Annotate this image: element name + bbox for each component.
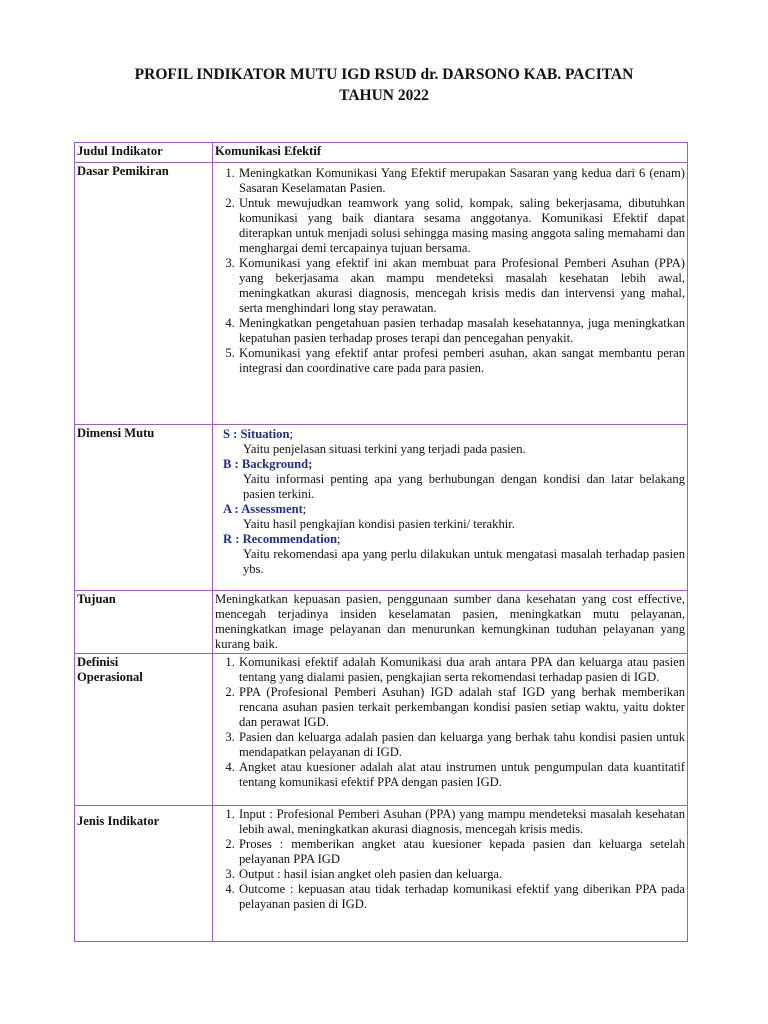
sbar-separator: ; (337, 532, 341, 546)
list-item: 4. Angket atau kuesioner adalah alat atau instrumen untuk pengumpulan data kuantitatif tentang komunikasi efektif PPA dengan pasien IGD. (238, 760, 685, 790)
sbar-recommendation-desc: Yaitu rekomendasi apa yang perlu dilakukan untuk mengatasi masalah terhadap pasien ybs. (243, 547, 685, 576)
label-judul-indikator: Judul Indikator (75, 143, 213, 163)
list-item: 4. Outcome : kepuasan atau tidak terhadap komunikasi efektif yang diberikan PPA pada pelayanan pasien di IGD. (238, 882, 685, 912)
sbar-recommendation (223, 532, 685, 547)
label-tujuan: Tujuan (75, 591, 213, 654)
tujuan-text: Meningkatkan kepuasan pasien, penggunaan sumber dana kesehatan yang cost effective, mencegah terjadinya insiden keselamatan pasien, meningkatkan mutu pelayanan, meningkatkan image pelayanan dan menurunkan kemungkinan tuduhan pelayanan yang kurang baik. (215, 592, 685, 651)
sbar-separator: ; (302, 502, 307, 516)
list-item: 2. PPA (Profesional Pemberi Asuhan) IGD adalah staf IGD yang berhak memberikan rencana asuhan pasien terkait perkembangan kondisi pasien setiap waktu, yaitu dokter dan perawat IGD. (238, 685, 685, 730)
value-jenis-indikator (213, 806, 688, 942)
row-definisi-operasional (75, 654, 688, 806)
row-dasar-pemikiran (75, 163, 688, 425)
sbar-separator: ; (289, 427, 293, 441)
list-item: 4. Meningkatkan pengetahuan pasien terhadap masalah kesehatannya, juga meningkatkan kepatuhan pasien terhadap proses terapi dan pencegahan penyakit. (238, 316, 685, 346)
title-line-2: TAHUN 2022 (339, 87, 429, 104)
definisi-operasional-list (215, 655, 685, 790)
list-item: 1. Input : Profesional Pemberi Asuhan (PPA) yang mampu mendeteksi masalah kesehatan lebih awal, meningkatkan akurasi diagnosis, mencegah krisis medis. (238, 807, 685, 837)
sbar-background-desc: Yaitu informasi penting apa yang berhubungan dengan kondisi dan latar belakang pasien terkini. (243, 472, 685, 501)
row-judul-indikator (75, 143, 688, 163)
list-item: 2. Untuk mewujudkan teamwork yang solid, kompak, saling bekerjasama, dibutuhkan komunikasi yang baik diantara sesama anggotanya. Komunikasi Efektif dapat diterapkan untuk menjadi solusi sehingga masing masing anggota saling memahami dan menghargai demi tercapainya tujuan bersama. (238, 196, 685, 256)
label-dimensi-mutu: Dimensi Mutu (75, 425, 213, 591)
list-item: 5. Komunikasi yang efektif antar profesi pemberi asuhan, akan sangat membantu peran integrasi dan coordinative care pada para pasien. (238, 346, 685, 376)
list-item: 2. Proses : memberikan angket atau kuesioner kepada pasien dan keluarga setelah pelayanan PPA IGD (238, 837, 685, 867)
value-judul-indikator: Komunikasi Efektif (213, 143, 688, 163)
list-item: 3. Komunikasi yang efektif ini akan membuat para Profesional Pemberi Asuhan (PPA) yang bekerjasama akan mampu mendeteksi masalah kesehatan lebih awal, meningkatkan akurasi diagnosis, mencegah krisis medis dan intervensi yang mahal, serta menghindari long stay perawatan. (238, 256, 685, 316)
sbar-situation-desc: Yaitu penjelasan situasi terkini yang terjadi pada pasien. (243, 442, 526, 456)
label-jenis-indikator: Jenis Indikator (75, 806, 213, 942)
value-tujuan (213, 591, 688, 654)
sbar-background-key: B : Background; (223, 457, 313, 471)
sbar-background (223, 457, 685, 472)
label-definisi-line-2: Operasional (77, 670, 143, 684)
dasar-pemikiran-list (215, 166, 685, 376)
sbar-situation (223, 427, 685, 442)
list-item: 1. Komunikasi efektif adalah Komunikasi dua arah antara PPA dan keluarga atau pasien tentang yang dialami pasien, pengkajian serta rekomendasi terhadap pasien di IGD. (238, 655, 685, 685)
row-jenis-indikator (75, 806, 688, 942)
sbar-recommendation-key: R : Recommendation (223, 532, 338, 546)
row-tujuan (75, 591, 688, 654)
indicator-profile-table (74, 142, 688, 942)
value-dasar-pemikiran (213, 163, 688, 425)
value-dimensi-mutu (213, 425, 688, 591)
sbar-assessment (223, 502, 685, 517)
list-item: 3. Pasien dan keluarga adalah pasien dan keluarga yang berhak tahu kondisi pasien untuk mendapatkan pelayanan di IGD. (238, 730, 685, 760)
label-dasar-pemikiran: Dasar Pemikiran (75, 163, 213, 425)
list-item: 3. Output : hasil isian angket oleh pasien dan keluarga. (238, 867, 685, 882)
title-line-1: PROFIL INDIKATOR MUTU IGD RSUD dr. DARSONO KAB. PACITAN (134, 66, 634, 83)
row-dimensi-mutu (75, 425, 688, 591)
label-definisi-operasional (75, 654, 213, 806)
document-title (0, 64, 768, 106)
jenis-indikator-list (215, 807, 685, 912)
sbar-assessment-key: A : Assessment (223, 502, 303, 516)
sbar-situation-key: S : Situation (223, 427, 290, 441)
label-definisi-line-1: Definisi (77, 655, 119, 669)
list-item: 1. Meningkatkan Komunikasi Yang Efektif merupakan Sasaran yang kedua dari 6 (enam) Sasaran Keselamatan Pasien. (238, 166, 685, 196)
value-definisi-operasional (213, 654, 688, 806)
sbar-assessment-desc: Yaitu hasil pengkajian kondisi pasien terkini/ terakhir. (243, 517, 515, 531)
